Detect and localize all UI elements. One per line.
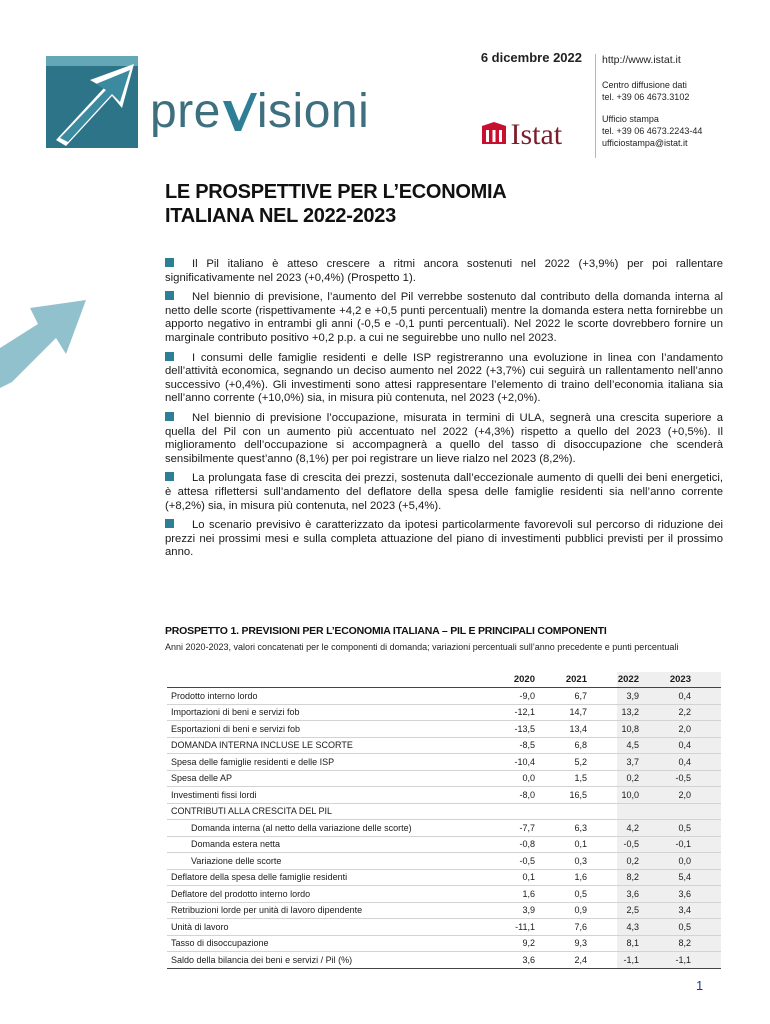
prospetto-table	[167, 672, 721, 969]
table-row	[167, 737, 721, 754]
ufficio-title: Ufficio stampa	[602, 114, 659, 124]
table-cell-2023	[669, 803, 721, 820]
table-cell-2023: 0,5	[669, 919, 721, 936]
table-cell-2020	[513, 803, 565, 820]
table-cell-2021: 0,3	[565, 853, 617, 870]
table-cell-2022: 3,9	[617, 688, 669, 705]
table-cell-2021: 6,3	[565, 820, 617, 837]
table-cell-2023: 2,2	[669, 704, 721, 721]
table-header-2020: 2020	[513, 672, 565, 688]
table-row-label: Prodotto interno lordo	[167, 688, 513, 705]
table-header-row	[167, 672, 721, 688]
table-cell-2022: 8,1	[617, 935, 669, 952]
table-row-label: Saldo della bilancia dei beni e servizi / Pil (%)	[167, 952, 513, 969]
bullet-item: Nel biennio di previsione l’occupazione, misurata in termini di ULA, segnerà una crescita superiore a quella del Pil con un aumento più accentuato nel 2022 (+4,3%) rispetto a quello del 2023 (+0,5%). Il miglioramento dell’occupazione si accompagnerà a quello del tasso di disoccupazione che scenderà sensibilmente quest’anno (8,1%) per poi registrare un lieve rialzo nel 2023 (8,2%).	[165, 411, 723, 465]
table-cell-2020: 0,1	[513, 869, 565, 886]
table-cell-2020: -13,5	[513, 721, 565, 738]
table-cell-2021: 2,4	[565, 952, 617, 969]
table-row-label: Tasso di disoccupazione	[167, 935, 513, 952]
previsioni-logo-arrow-icon	[46, 52, 146, 148]
table-cell-2021: 16,5	[565, 787, 617, 804]
publication-date: 6 dicembre 2022	[480, 50, 582, 65]
table-cell-2020: 9,2	[513, 935, 565, 952]
table-cell-2022: 3,7	[617, 754, 669, 771]
table-row	[167, 721, 721, 738]
table-row	[167, 869, 721, 886]
table-row-label: Unità di lavoro	[167, 919, 513, 936]
table-row-label: Spesa delle famiglie residenti e delle ISP	[167, 754, 513, 771]
bullet-item: Lo scenario previsivo è caratterizzato da ipotesi particolarmente favorevoli sul percorso di riduzione dei prezzi nei prossimi mesi e sulla completa attuazione del piano di investimenti pubblici previsti per il prossimo anno.	[165, 519, 723, 559]
table-cell-2021: 13,4	[565, 721, 617, 738]
table-row	[167, 886, 721, 903]
table-cell-2022: 4,3	[617, 919, 669, 936]
table-row	[167, 787, 721, 804]
table-cell-2022: 10,8	[617, 721, 669, 738]
table-cell-2023: -0,5	[669, 770, 721, 787]
contacts-block	[602, 54, 702, 149]
table-cell-2021: 1,5	[565, 770, 617, 787]
table-cell-2020: 3,6	[513, 952, 565, 969]
table-cell-2023: -0,1	[669, 836, 721, 853]
centro-tel: tel. +39 06 4673.3102	[602, 92, 690, 102]
centro-title: Centro diffusione dati	[602, 80, 687, 90]
table-row	[167, 902, 721, 919]
ufficio-email[interactable]: ufficiostampa@istat.it	[602, 138, 688, 148]
table-row-label: Domanda interna (al netto della variazione delle scorte)	[167, 820, 513, 837]
table-cell-2023: 2,0	[669, 787, 721, 804]
table-cell-2023: 3,6	[669, 886, 721, 903]
table-cell-2020: 3,9	[513, 902, 565, 919]
table-cell-2022	[617, 803, 669, 820]
table-row-label: Spesa delle AP	[167, 770, 513, 787]
table-cell-2023: 2,0	[669, 721, 721, 738]
table-cell-2020: -0,5	[513, 853, 565, 870]
table-cell-2022: 4,5	[617, 737, 669, 754]
table-cell-2022: 3,6	[617, 886, 669, 903]
table-cell-2022: 4,2	[617, 820, 669, 837]
table-row-label: Deflatore della spesa delle famiglie residenti	[167, 869, 513, 886]
table-cell-2023: 5,4	[669, 869, 721, 886]
previsioni-logo-text: pre isioni	[150, 85, 370, 138]
table-cell-2021: 6,8	[565, 737, 617, 754]
bullet-item: Il Pil italiano è atteso crescere a ritmi ancora sostenuti nel 2022 (+3,9%) per poi rallentare significativamente nel 2023 (+0,4%) (Prospetto 1).	[165, 258, 723, 284]
table-header-2021: 2021	[565, 672, 617, 688]
table-cell-2021: 0,9	[565, 902, 617, 919]
table-cell-2022: 2,5	[617, 902, 669, 919]
table-row-label: CONTRIBUTI ALLA CRESCITA DEL PIL	[167, 803, 513, 820]
table-header-2022: 2022	[617, 672, 669, 688]
table-cell-2022: 13,2	[617, 704, 669, 721]
table-cell-2021: 7,6	[565, 919, 617, 936]
table-cell-2021: 0,1	[565, 836, 617, 853]
table-header-blank	[167, 672, 513, 688]
bullet-item: I consumi delle famiglie residenti e delle ISP registreranno una evoluzione in linea con l’andamento dell’attività economica, segnando un deciso aumento nel 2022 (+3,7%) cui seguirà un rallentamento nell’anno successivo (+0,4%). Gli investimenti sono attesi rappresentare l’elemento di traino dell’economia italiana sia nell’anno corrente (+10,0%) sia, in misura più contenuta, nel 2023 (+2,0%).	[165, 351, 723, 405]
table-cell-2022: -1,1	[617, 952, 669, 969]
table-cell-2020: -12,1	[513, 704, 565, 721]
page-number: 1	[696, 978, 704, 993]
prospetto-title: PROSPETTO 1. PREVISIONI PER L’ECONOMIA ITALIANA – PIL E PRINCIPALI COMPONENTI	[165, 625, 607, 637]
table-row	[167, 836, 721, 853]
table-cell-2022: 8,2	[617, 869, 669, 886]
table-cell-2020: -8,0	[513, 787, 565, 804]
istat-url[interactable]: http://www.istat.it	[602, 54, 681, 66]
table-cell-2023: 0,4	[669, 688, 721, 705]
table-cell-2020: -11,1	[513, 919, 565, 936]
table-cell-2020: -9,0	[513, 688, 565, 705]
table-row	[167, 919, 721, 936]
table-row	[167, 820, 721, 837]
table-row-label: Domanda estera netta	[167, 836, 513, 853]
table-cell-2021: 9,3	[565, 935, 617, 952]
table-row	[167, 770, 721, 787]
decorative-side-arrow-icon	[0, 298, 88, 388]
table-header-2023: 2023	[669, 672, 721, 688]
table-row	[167, 952, 721, 969]
table-cell-2020: -10,4	[513, 754, 565, 771]
table-cell-2020: -7,7	[513, 820, 565, 837]
table-cell-2023: 3,4	[669, 902, 721, 919]
table-cell-2023: -1,1	[669, 952, 721, 969]
table-cell-2023: 0,4	[669, 754, 721, 771]
istat-logo-icon	[482, 122, 506, 144]
bullet-square-icon	[165, 412, 174, 421]
table-row-label: Variazione delle scorte	[167, 853, 513, 870]
istat-logo-text: Istat	[510, 118, 563, 151]
table-cell-2020: 0,0	[513, 770, 565, 787]
table-cell-2021	[565, 803, 617, 820]
bullet-item: La prolungata fase di crescita dei prezzi, sostenuta dall’eccezionale aumento di quelli dei beni energetici, è attesa riflettersi sull’andamento del deflatore della spesa delle famiglie residenti sia nell’anno corrente (+8,2%) sia, in misura più contenuta, nel 2023 (+5,4%).	[165, 472, 723, 512]
table-row-label: Retribuzioni lorde per unità di lavoro dipendente	[167, 902, 513, 919]
bullet-square-icon	[165, 291, 174, 300]
table-cell-2023: 0,0	[669, 853, 721, 870]
prospetto-subtitle: Anni 2020-2023, valori concatenati per le componenti di domanda; variazioni percentuali sull’anno precedente e punti percentuali	[165, 642, 679, 652]
header-divider	[595, 54, 596, 158]
table-row	[167, 803, 721, 820]
table-row	[167, 704, 721, 721]
table-row-label: Importazioni di beni e servizi fob	[167, 704, 513, 721]
table-cell-2022: 0,2	[617, 770, 669, 787]
table-cell-2021: 1,6	[565, 869, 617, 886]
table-cell-2021: 14,7	[565, 704, 617, 721]
table-row	[167, 688, 721, 705]
table-cell-2021: 0,5	[565, 886, 617, 903]
table-cell-2021: 6,7	[565, 688, 617, 705]
table-row-label: Esportazioni di beni e servizi fob	[167, 721, 513, 738]
table-row-label: DOMANDA INTERNA INCLUSE LE SCORTE	[167, 737, 513, 754]
istat-logo	[482, 118, 563, 151]
bullet-square-icon	[165, 472, 174, 481]
table-row-label: Deflatore del prodotto interno lordo	[167, 886, 513, 903]
bullet-item: Nel biennio di previsione, l’aumento del Pil verrebbe sostenuto dal contributo della domanda interna al netto delle scorte (rispettivamente +4,2 e +0,5 punti percentuali) mentre la domanda estera netta fornirebbe un apporto negativo in entrambi gli anni (-0,5 e -0,1 punti percentuali). Nel 2022 le scorte dovrebbero fornire un marginale contributo positivo +0,2 p.p. a cui ne seguirebbe uno nullo nel 2023.	[165, 291, 723, 344]
table-row-label: Investimenti fissi lordi	[167, 787, 513, 804]
summary-bullets	[165, 258, 723, 566]
table-cell-2022: 10,0	[617, 787, 669, 804]
table-cell-2022: -0,5	[617, 836, 669, 853]
table-cell-2021: 5,2	[565, 754, 617, 771]
logo-v-check-icon	[221, 91, 257, 131]
page-title: LE PROSPETTIVE PER L’ECONOMIA ITALIANA NEL 2022-2023	[165, 181, 507, 227]
table-cell-2020: -0,8	[513, 836, 565, 853]
table-cell-2023: 0,4	[669, 737, 721, 754]
table-row	[167, 754, 721, 771]
bullet-square-icon	[165, 519, 174, 528]
table-row	[167, 935, 721, 952]
table-cell-2022: 0,2	[617, 853, 669, 870]
bullet-square-icon	[165, 258, 174, 267]
table-cell-2020: -8,5	[513, 737, 565, 754]
bullet-square-icon	[165, 352, 174, 361]
table-row	[167, 853, 721, 870]
ufficio-tel: tel. +39 06 4673.2243-44	[602, 126, 703, 136]
table-cell-2023: 8,2	[669, 935, 721, 952]
table-cell-2020: 1,6	[513, 886, 565, 903]
table-cell-2023: 0,5	[669, 820, 721, 837]
